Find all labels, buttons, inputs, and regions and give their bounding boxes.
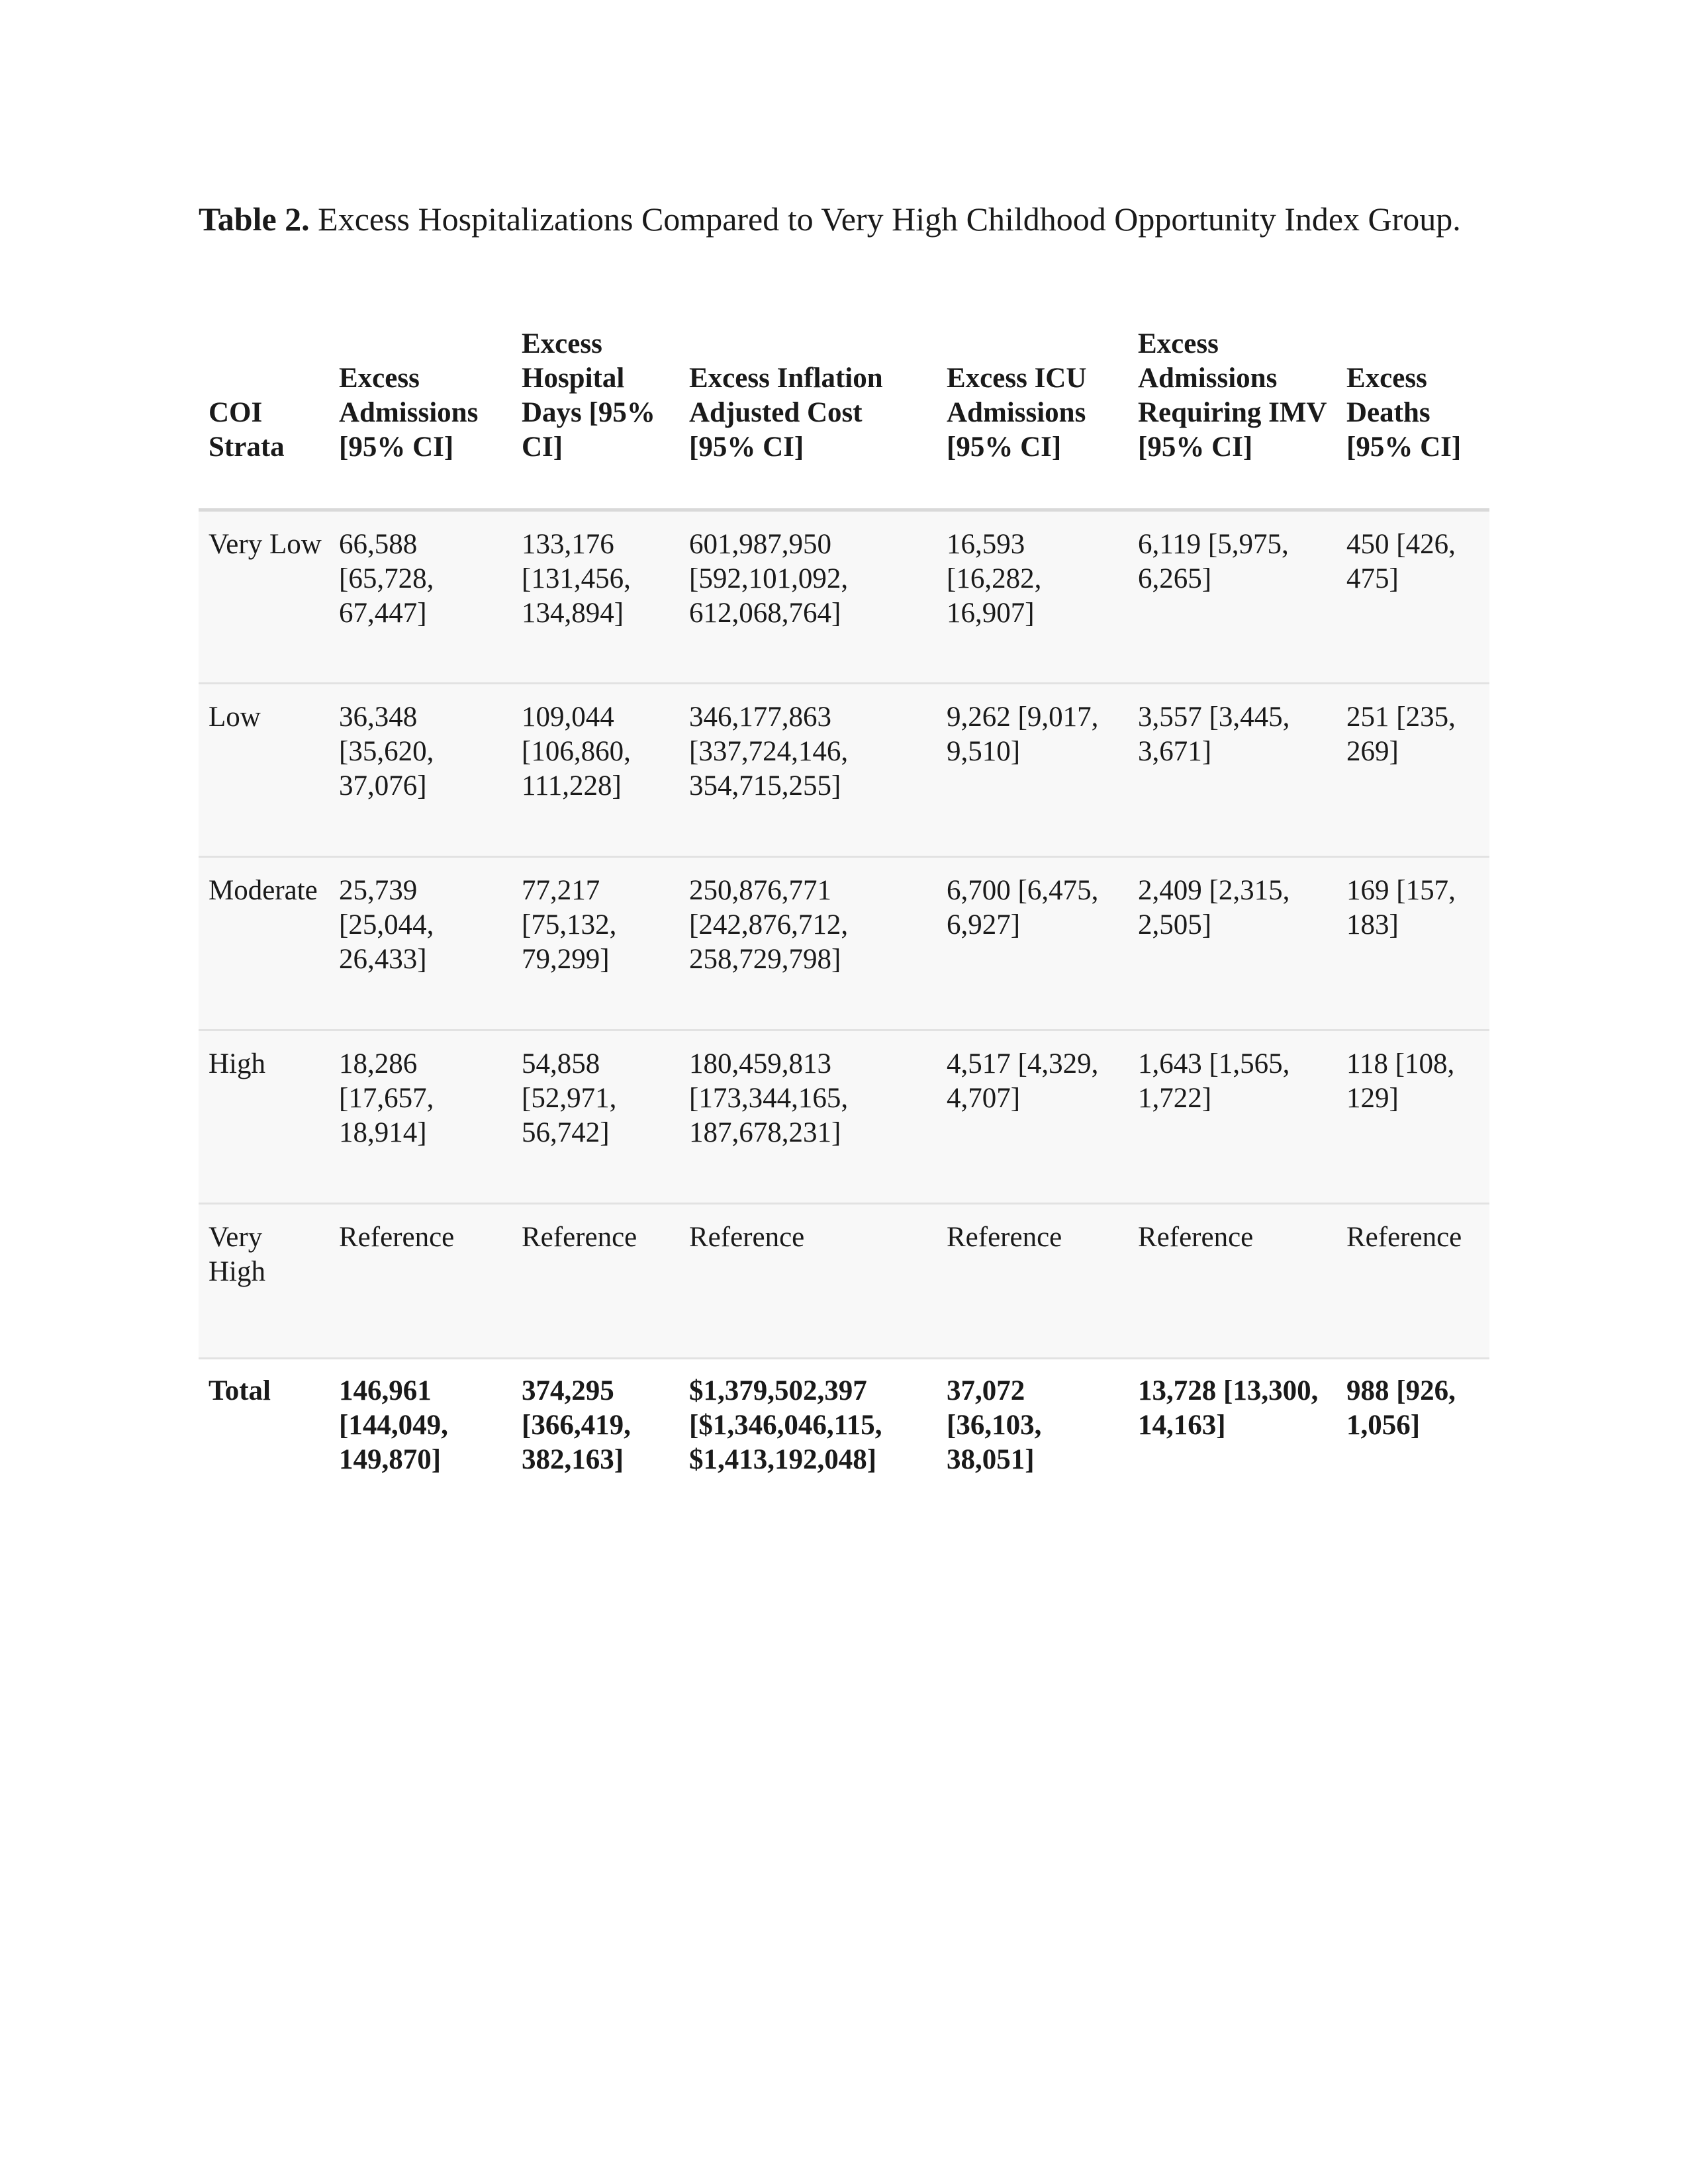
cell-deaths: 251 [235, 269] <box>1336 684 1489 857</box>
table-row-moderate <box>199 857 1489 1030</box>
table-caption-label: Table 2. <box>199 201 310 238</box>
header-excess-cost: Excess Inflation Adjusted Cost [95% CI] <box>679 318 937 510</box>
cell-strata: Very High <box>199 1204 329 1359</box>
table-row-low <box>199 684 1489 857</box>
cell-cost: 601,987,950 [592,101,092, 612,068,764] <box>679 510 937 684</box>
cell-deaths: 450 [426, 475] <box>1336 510 1489 684</box>
cell-imv: 1,643 [1,565, 1,722] <box>1128 1030 1336 1204</box>
header-excess-admissions: Excess Admissions [95% CI] <box>329 318 512 510</box>
excess-hospitalizations-table <box>199 318 1489 1484</box>
cell-admissions: 36,348 [35,620, 37,076] <box>329 684 512 857</box>
cell-cost: $1,379,502,397 [$1,346,046,115, $1,413,192,048] <box>679 1359 937 1484</box>
cell-hospital-days: Reference <box>512 1204 679 1359</box>
table-row-high <box>199 1030 1489 1204</box>
cell-imv: 6,119 [5,975, 6,265] <box>1128 510 1336 684</box>
cell-hospital-days: 109,044 [106,860, 111,228] <box>512 684 679 857</box>
cell-cost: 346,177,863 [337,724,146, 354,715,255] <box>679 684 937 857</box>
table-row-very-low <box>199 510 1489 684</box>
header-excess-imv-admissions: Excess Admissions Requiring IMV [95% CI] <box>1128 318 1336 510</box>
cell-hospital-days: 77,217 [75,132, 79,299] <box>512 857 679 1030</box>
cell-strata: Low <box>199 684 329 857</box>
table-row-very-high <box>199 1204 1489 1359</box>
cell-icu: 37,072 [36,103, 38,051] <box>937 1359 1128 1484</box>
cell-icu: 9,262 [9,017, 9,510] <box>937 684 1128 857</box>
cell-icu: Reference <box>937 1204 1128 1359</box>
header-excess-deaths: Excess Deaths [95% CI] <box>1336 318 1489 510</box>
cell-strata: Total <box>199 1359 329 1484</box>
cell-deaths: Reference <box>1336 1204 1489 1359</box>
header-excess-icu-admissions: Excess ICU Admissions [95% CI] <box>937 318 1128 510</box>
cell-cost: 180,459,813 [173,344,165, 187,678,231] <box>679 1030 937 1204</box>
cell-admissions: 66,588 [65,728, 67,447] <box>329 510 512 684</box>
cell-admissions: 18,286 [17,657, 18,914] <box>329 1030 512 1204</box>
cell-hospital-days: 54,858 [52,971, 56,742] <box>512 1030 679 1204</box>
cell-strata: Very Low <box>199 510 329 684</box>
cell-deaths: 118 [108, 129] <box>1336 1030 1489 1204</box>
cell-icu: 16,593 [16,282, 16,907] <box>937 510 1128 684</box>
cell-hospital-days: 374,295 [366,419, 382,163] <box>512 1359 679 1484</box>
header-coi-strata: COI Strata <box>199 318 329 510</box>
cell-deaths: 169 [157, 183] <box>1336 857 1489 1030</box>
table-row-total <box>199 1359 1489 1484</box>
cell-imv: Reference <box>1128 1204 1336 1359</box>
cell-admissions: Reference <box>329 1204 512 1359</box>
cell-imv: 13,728 [13,300, 14,163] <box>1128 1359 1336 1484</box>
cell-imv: 3,557 [3,445, 3,671] <box>1128 684 1336 857</box>
cell-icu: 6,700 [6,475, 6,927] <box>937 857 1128 1030</box>
cell-cost: Reference <box>679 1204 937 1359</box>
cell-strata: High <box>199 1030 329 1204</box>
table-caption <box>199 196 1461 242</box>
cell-imv: 2,409 [2,315, 2,505] <box>1128 857 1336 1030</box>
header-excess-hospital-days: Excess Hospital Days [95% CI] <box>512 318 679 510</box>
header-row <box>199 318 1489 510</box>
cell-admissions: 146,961 [144,049, 149,870] <box>329 1359 512 1484</box>
cell-admissions: 25,739 [25,044, 26,433] <box>329 857 512 1030</box>
cell-hospital-days: 133,176 [131,456, 134,894] <box>512 510 679 684</box>
cell-strata: Moderate <box>199 857 329 1030</box>
table-caption-text: Excess Hospitalizations Compared to Very High Childhood Opportunity Index Group. <box>318 201 1461 238</box>
cell-deaths: 988 [926, 1,056] <box>1336 1359 1489 1484</box>
cell-cost: 250,876,771 [242,876,712, 258,729,798] <box>679 857 937 1030</box>
cell-icu: 4,517 [4,329, 4,707] <box>937 1030 1128 1204</box>
